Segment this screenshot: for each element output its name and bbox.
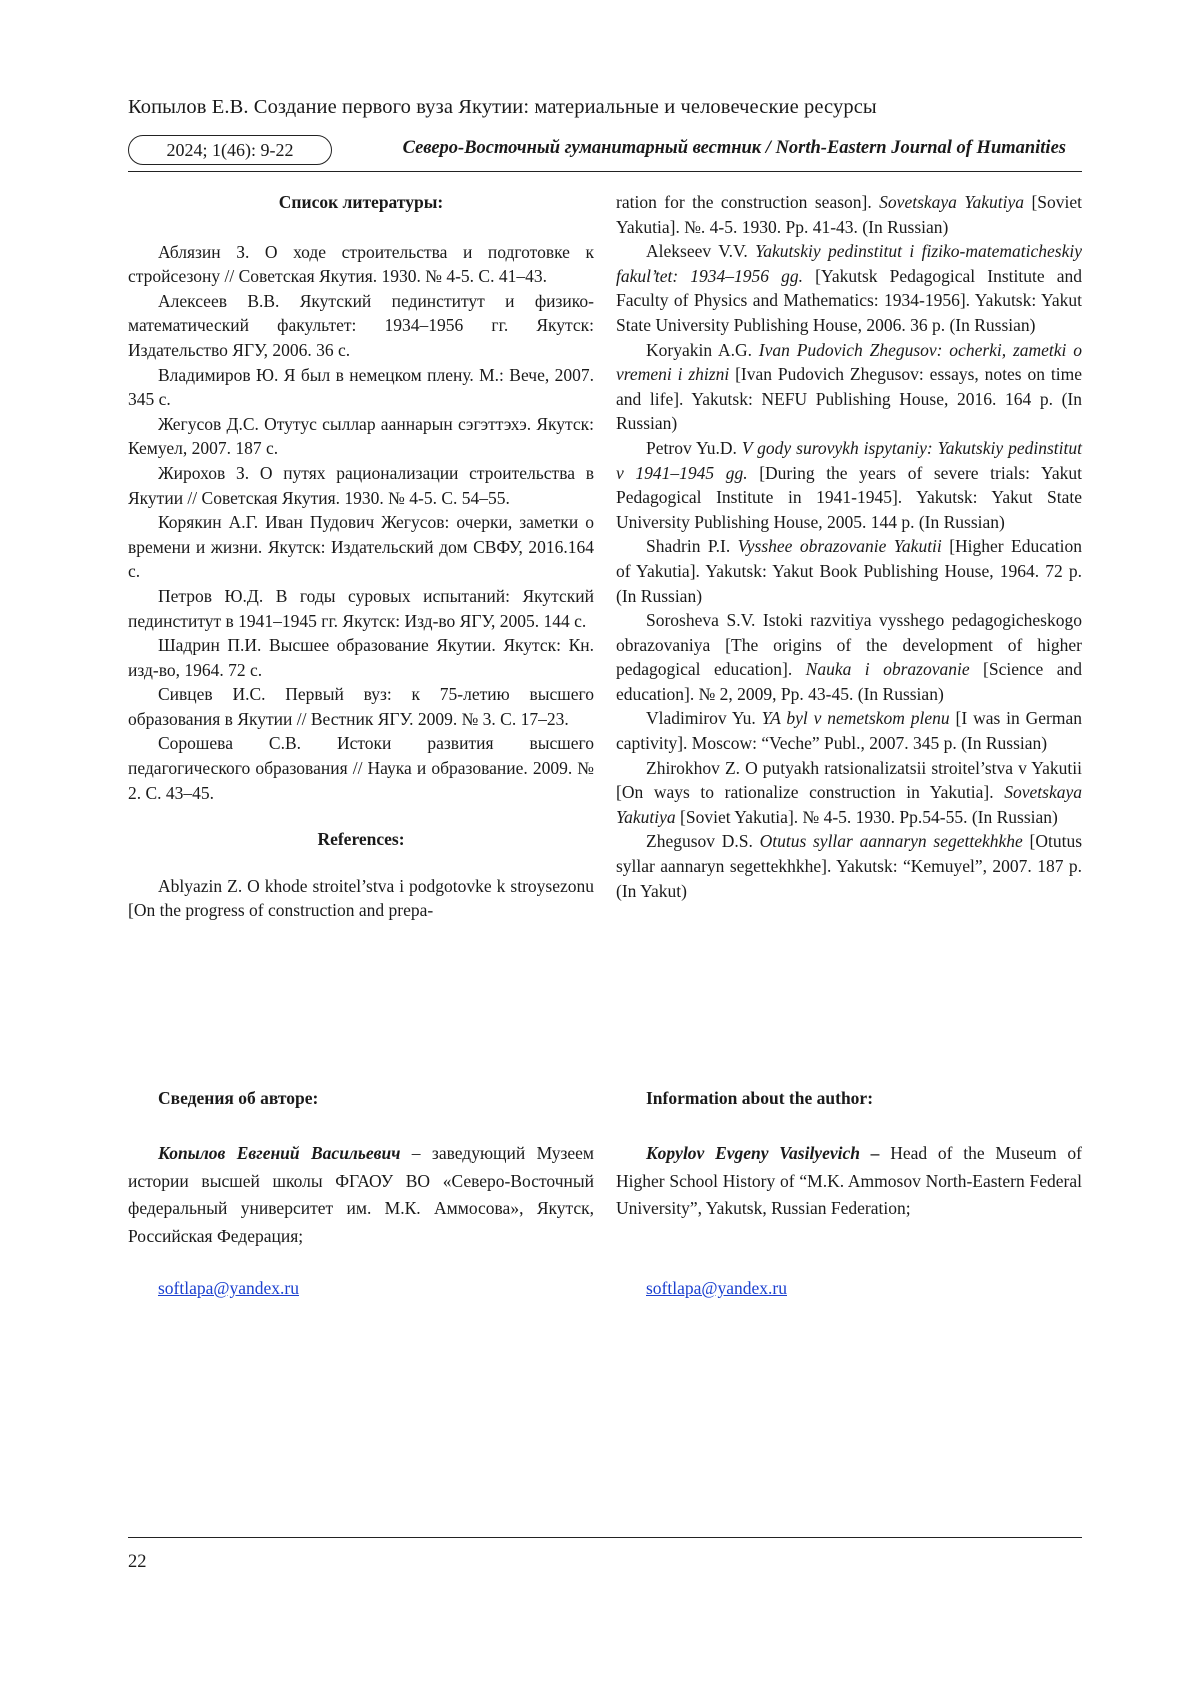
issue-badge: 2024; 1(46): 9-22: [128, 135, 332, 165]
right-column: [616, 190, 1082, 903]
ru-reference-item: Аблязин З. О ходе строительства и подготовке к стройсезону // Советская Якутия. 1930. № 4-5. С. 41–43.: [128, 241, 594, 287]
author-bio-en: Kopylov Evgeny Vasilyevich – Head of the Museum of Higher School History of “M.K. Ammosov North-Eastern Federal University”, Yakutsk, Russian Federation;: [616, 1143, 1082, 1218]
author-email-link-ru[interactable]: softlapa@yandex.ru: [158, 1278, 299, 1298]
ru-reference-item: Алексеев В.В. Якутский пединститут и физико-математический факультет: 1934–1956 гг. Якутск: Издательство ЯГУ, 2006. 36 с.: [128, 290, 594, 360]
en-reference-item: Sorosheva S.V. Istoki razvitiya vysshego pedagogicheskogo obrazovaniya [The origins of the development of higher pedagogical education]. Nauka i obrazovanie [Science and education]. № 2, 2009, Pp. 43-45. (In Russian): [616, 610, 1082, 704]
ru-reference-item: Сорошева С.В. Истоки развития высшего педагогического образования // Наука и образование. 2009. № 2. С. 43–45.: [128, 733, 594, 803]
author-heading-ru: Сведения об авторе:: [158, 1088, 319, 1108]
ru-reference-list: [128, 240, 594, 806]
author-email-link-en[interactable]: softlapa@yandex.ru: [646, 1278, 787, 1298]
author-bio-ru: Копылов Евгений Васильевич – заведующий Музеем истории высшей школы ФГАОУ ВО «Северо-Восточный федеральный университет им. М.К. Аммосова», Якутск, Российская Федерация;: [128, 1143, 594, 1246]
author-heading-en: Information about the author:: [646, 1088, 874, 1108]
ru-reference-item: Сивцев И.С. Первый вуз: к 75-летию высшего образования в Якутии // Вестник ЯГУ. 2009. № 3. С. 17–23.: [128, 684, 594, 729]
page-number: 22: [128, 1552, 147, 1572]
ru-reference-item: Жирохов З. О путях рационализации строительства в Якутии // Советская Якутия. 1930. № 4-5. С. 54–55.: [128, 462, 594, 508]
en-reference-item: Petrov Yu.D. V gody surovykh ispytaniy: Yakutskiy pedinstitut v 1941–1945 gg. [During the years of severe trials: Yakut Pedagogical Institute in 1941-1945]. Yakutsk: Yakut State University Publishing House, 2005. 144 p. (In Russian): [616, 437, 1082, 532]
en-reference-item: Vladimirov Yu. YA byl v nemetskom plenu [I was in German captivity]. Moscow: “Veche” Publ., 2007. 345 p. (In Russian): [616, 708, 1082, 754]
en-reference-item: Zhegusov D.S. Otutus syllar aannaryn segettekhkhe [Otutus syllar aannaryn segettekhkhe]. Yakutsk: “Kemuyel”, 2007. 187 p. (In Yakut): [616, 831, 1083, 901]
ru-reference-item: Петров Ю.Д. В годы суровых испытаний: Якутский пединститут в 1941–1945 гг. Якутск: Изд-во ЯГУ, 2005. 144 с.: [128, 585, 594, 631]
en-reference-item: Ablyazin Z. O khode stroitel’stva i podgotovke k stroysezonu [On the progress of construction and prepa-: [128, 875, 594, 921]
ru-reference-item: Корякин А.Г. Иван Пудович Жегусов: очерки, заметки о времени и жизни. Якутск: Издательский дом СВФУ, 2016.164 с.: [128, 512, 594, 582]
header-rule: [128, 171, 1082, 172]
ru-reference-item: Владимиров Ю. Я был в немецком плену. М.: Вече, 2007. 345 с.: [128, 364, 594, 410]
en-reference-item-continued: ration for the construction season]. Sovetskaya Yakutiya [Soviet Yakutia]. №. 4-5. 1930. Pp. 41-43. (In Russian): [616, 192, 1082, 237]
left-column: [128, 190, 594, 923]
en-reference-item: Koryakin A.G. Ivan Pudovich Zhegusov: ocherki, zametki o vremeni i zhizni [Ivan Pudovich Zhegusov: essays, notes on time and life]. Yakutsk: NEFU Publishing House, 2016. 164 p. (In Russian): [616, 339, 1082, 434]
en-references-heading: References:: [317, 829, 405, 850]
running-title: Копылов Е.В. Создание первого вуза Якутии: материальные и человеческие ресурсы: [128, 96, 877, 118]
en-reference-item: Zhirokhov Z. O putyakh ratsionalizatsii stroitel’stva v Yakutii [On ways to rationalize construction in Yakutia]. Sovetskaya Yakutiya [Soviet Yakutia]. № 4-5. 1930. Pp.54-55. (In Russian): [616, 757, 1082, 827]
ru-reference-item: Жегусов Д.С. Отутус сыллар ааннарын сэгэттэхэ. Якутск: Кемуел, 2007. 187 с.: [128, 413, 594, 459]
footer-rule: [128, 1537, 1082, 1538]
ru-reference-item: Шадрин П.И. Высшее образование Якутии. Якутск: Кн. изд-во, 1964. 72 с.: [128, 635, 594, 680]
journal-title: Северо-Восточный гуманитарный вестник / North-Eastern Journal of Humanities: [402, 138, 1066, 158]
en-reference-item: Shadrin P.I. Vysshee obrazovanie Yakutii [Higher Education of Yakutia]. Yakutsk: Yakut Book Publishing House, 1964. 72 p. (In Russian): [616, 536, 1083, 606]
en-reference-item: Alekseev V.V. Yakutskiy pedinstitut i fiziko-matematicheskiy fakul’tet: 1934–1956 gg. [Yakutsk Pedagogical Institute and Faculty of Physics and Mathematics: 1934-1956]. Yakutsk: Yakut State University Publishing House, 2006. 36 p. (In Russian): [616, 241, 1082, 335]
ru-references-heading: Список литературы:: [278, 192, 444, 212]
